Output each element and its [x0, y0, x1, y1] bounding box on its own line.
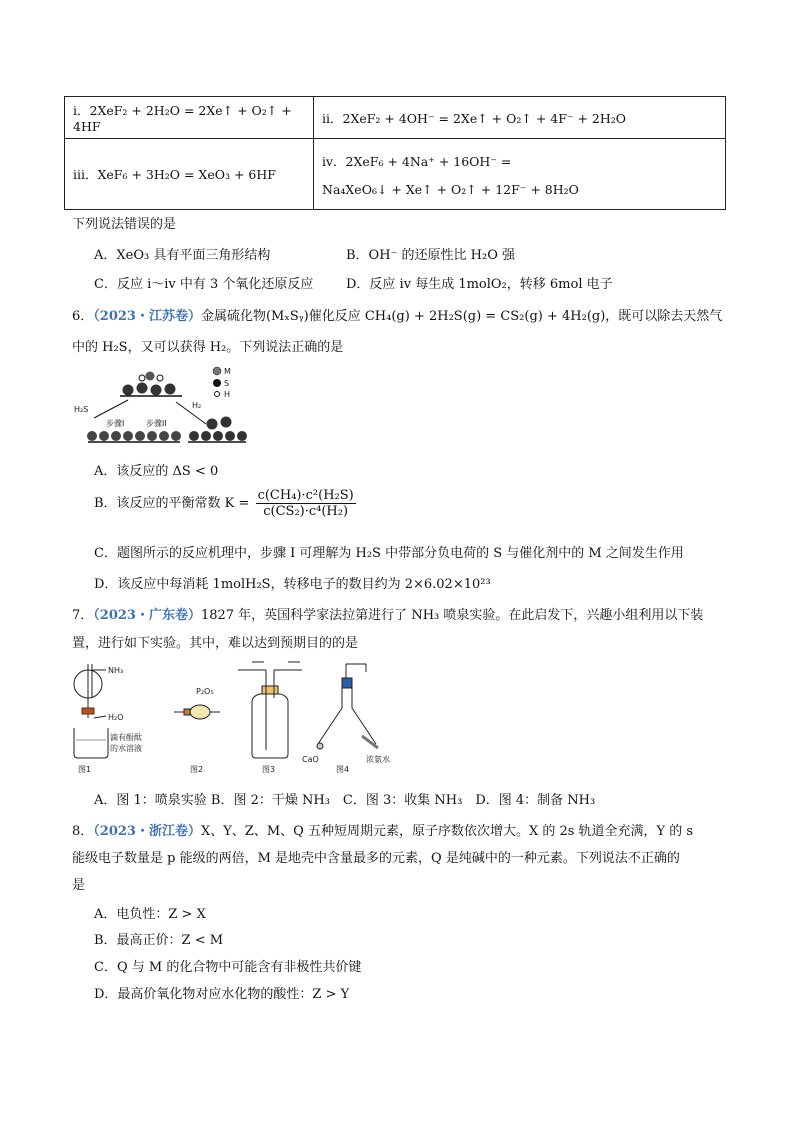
q6-source: （2023・江苏卷）	[93, 309, 201, 324]
q7-apparatus-figure	[66, 658, 396, 776]
q6-number: 6．	[72, 309, 94, 324]
q6-option-d: D．该反应中每消耗 1molH₂S，转移电子的数目约为 2×6.02×10²³	[94, 577, 491, 592]
q7-options: A．图 1：喷泉实验 B．图 2：干燥 NH₃ C．图 3：收集 NH₃ D．图 4：制备 NH₃	[94, 793, 596, 808]
fraction-denominator: c(CS₂)·c⁴(H₂)	[263, 504, 349, 519]
fig4-cao-label: CaO	[302, 755, 319, 764]
legend-h: H	[224, 390, 231, 399]
equilibrium-constant-fraction	[256, 488, 356, 519]
h2s-label: H₂S	[74, 405, 89, 414]
q8-option-a: A．电负性：Z > X	[94, 907, 206, 922]
step2-label: 步骤II	[146, 419, 167, 428]
fig2-caption: 图2	[190, 765, 204, 774]
step1-label: 步骤I	[106, 419, 125, 428]
q8-option-d: D．最高价氧化物对应水化物的酸性：Z > Y	[94, 987, 350, 1002]
q6-stem-line1	[72, 305, 722, 324]
catalyst-surface-left	[87, 431, 181, 442]
q7-number: 7．	[72, 608, 94, 623]
q5-option-c: C．反应 i～iv 中有 3 个氧化还原反应	[94, 277, 314, 292]
fig1-fountain-apparatus	[74, 664, 108, 758]
q6-option-c: C．题图所示的反应机理中，步骤 I 可理解为 H₂S 中带部分负电荷的 S 与催化剂中的 M 之间发生作用	[94, 546, 684, 561]
q5-option-b: B．OH⁻ 的还原性比 H₂O 强	[346, 248, 516, 263]
q6-stem-text: 金属硫化物(MₓSᵧ)催化反应 CH₄(g) + 2H₂S(g) = CS₂(g) + 4H₂(g)，既可以除去天然气	[200, 309, 723, 324]
catalyst-surface-top	[120, 372, 182, 397]
q6-option-b	[94, 488, 356, 519]
q7-stem-text: 1827 年，英国科学家法拉第进行了 NH₃ 喷泉实验。在此启发下，兴趣小组利用以下装	[200, 608, 704, 623]
legend	[213, 367, 231, 399]
q5-stem: 下列说法错误的是	[72, 217, 177, 232]
q8-number: 8．	[72, 824, 94, 839]
reaction-ii: ii．2XeF₂ + 4OH⁻ = 2Xe↑ + O₂↑ + 4F⁻ + 2H₂O	[314, 97, 726, 139]
q8-option-b: B．最高正价：Z < M	[94, 933, 224, 948]
legend-s: S	[224, 379, 230, 388]
step1-arrow	[94, 400, 128, 418]
step2-arrow	[176, 402, 206, 424]
fig2-drying-tube	[174, 705, 220, 719]
h2-label: H₂	[192, 401, 202, 410]
fig2-p2o5-label: P₂O₅	[196, 687, 214, 696]
q8-stem-line1	[72, 820, 693, 839]
fig4-ammonia-label: 浓氨水	[366, 755, 390, 764]
q6-option-a: A．该反应的 ΔS < 0	[94, 464, 219, 479]
reaction-iii: iii．XeF₆ + 3H₂O = XeO₃ + 6HF	[65, 139, 314, 210]
q5-option-a: A．XeO₃ 具有平面三角形结构	[94, 248, 271, 263]
q8-stem-line2: 能级电子数量是 p 能级的两倍，M 是地壳中含量最多的元素，Q 是纯碱中的一种元素。下列说法不正确的	[72, 851, 680, 866]
fig4-caption: 图4	[336, 765, 350, 774]
q7-source: （2023・广东卷）	[93, 608, 201, 623]
legend-m: M	[224, 367, 231, 376]
fraction-numerator: c(CH₄)·c²(H₂S)	[257, 488, 354, 503]
fig4-y-tube	[317, 664, 378, 749]
reaction-iv	[314, 139, 726, 210]
fig1-solution-label-2: 的水溶液	[110, 744, 142, 753]
q6-mechanism-figure	[70, 362, 250, 450]
fig1-h2o-label: H₂O	[108, 713, 124, 722]
fig1-caption: 图1	[78, 765, 92, 774]
q7-stem-line1	[72, 604, 703, 623]
reaction-iv-line2: Na₄XeO₆↓ + Xe↑ + O₂↑ + 12F⁻ + 8H₂O	[322, 181, 579, 197]
catalyst-surface-right	[188, 417, 247, 443]
reaction-table	[64, 96, 726, 210]
fig3-collection-bottle	[238, 662, 302, 758]
q8-stem-text: X、Y、Z、M、Q 五种短周期元素，原子序数依次增大。X 的 2s 轨道全充满，Y 的 s	[200, 824, 694, 839]
reaction-iv-line1: iv．2XeF₆ + 4Na⁺ + 16OH⁻ =	[322, 153, 512, 169]
q7-stem-line2: 置，进行如下实验。其中，难以达到预期目的的是	[72, 636, 359, 651]
q8-source: （2023・浙江卷）	[93, 824, 201, 839]
fig1-nh3-label: NH₃	[108, 666, 124, 675]
q6-stem-line2: 中的 H₂S，又可以获得 H₂。下列说法正确的是	[72, 340, 344, 355]
reaction-i: i．2XeF₂ + 2H₂O = 2Xe↑ + O₂↑ + 4HF	[65, 97, 314, 139]
q8-option-c: C．Q 与 M 的化合物中可能含有非极性共价键	[94, 960, 362, 975]
q6-option-b-prefix: B．该反应的平衡常数 K =	[94, 496, 250, 511]
q8-stem-line3: 是	[72, 878, 86, 893]
q5-option-d: D．反应 iv 每生成 1molO₂，转移 6mol 电子	[346, 277, 613, 292]
fig3-caption: 图3	[262, 765, 276, 774]
fig1-solution-label-1: 滴有酚酞	[110, 733, 142, 742]
